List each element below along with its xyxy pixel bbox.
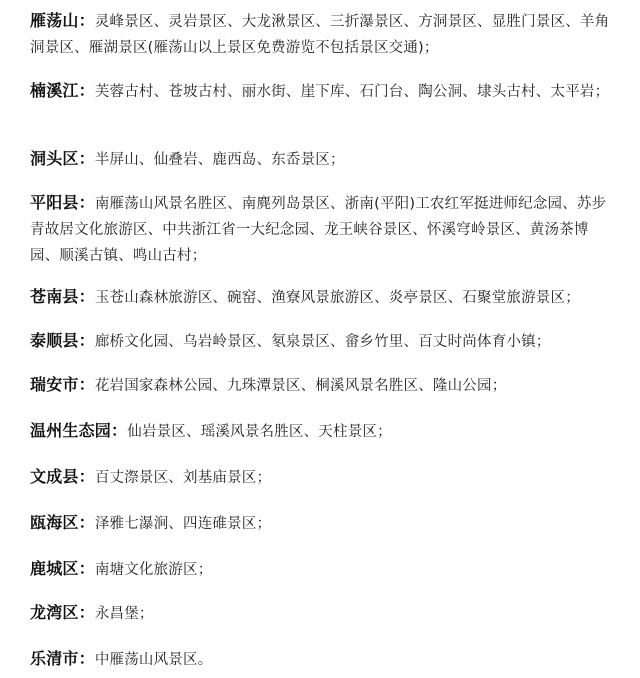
region-places: 廊桥文化园、乌岩岭景区、氡泉景区、畲乡竹里、百丈时尚体育小镇；	[94, 334, 551, 350]
region-places: 百丈漈景区、刘基庙景区；	[94, 470, 272, 486]
region-places: 南塘文化旅游区；	[94, 562, 213, 578]
region-places: 花岩国家森林公园、九珠潭景区、桐溪风景名胜区、隆山公园；	[94, 378, 507, 394]
region-name: 文成县：	[30, 467, 95, 486]
entry-pingyang	[30, 190, 616, 269]
region-places: 玉苍山森林旅游区、碗窑、渔寮风景旅游区、炎亭景区、石聚堂旅游景区；	[94, 290, 580, 306]
region-name: 洞头区：	[30, 149, 95, 168]
region-name: 雁荡山：	[30, 11, 95, 30]
region-name: 平阳县：	[30, 193, 95, 212]
entry-cangnan	[30, 284, 616, 311]
region-name: 瑞安市：	[30, 375, 95, 394]
entry-ruian	[30, 372, 616, 399]
entry-yueqing	[30, 646, 616, 673]
entry-dongtou	[30, 146, 616, 173]
region-places: 灵峰景区、灵岩景区、大龙湫景区、三折瀑景区、方洞景区、显胜门景区、羊角洞景区、雁湖景区(雁荡山以上景区免费游览不包括景区交通)；	[30, 14, 610, 56]
entry-wencheng	[30, 464, 616, 491]
region-places: 仙岩景区、瑶溪风景名胜区、天柱景区；	[127, 424, 392, 440]
region-name: 楠溪江：	[30, 81, 95, 100]
entry-yandangshan	[30, 8, 616, 61]
region-name: 乐清市：	[30, 649, 95, 668]
entry-taishun	[30, 328, 616, 355]
region-name: 鹿城区：	[30, 559, 95, 578]
region-places: 半屏山、仙叠岩、鹿西岛、东岙景区；	[94, 152, 345, 168]
region-places: 泽雅七瀑涧、四连碓景区；	[94, 516, 272, 532]
region-places: 中雁荡山风景区。	[94, 652, 213, 668]
region-name: 泰顺县：	[30, 331, 95, 350]
region-places: 永昌堡；	[94, 606, 154, 622]
region-name: 龙湾区：	[30, 603, 95, 622]
entry-longwan	[30, 600, 616, 627]
entry-nanxijiang	[30, 78, 616, 105]
region-name: 温州生态园：	[30, 421, 128, 440]
region-places: 芙蓉古村、苍坡古村、丽水街、崖下库、石门台、陶公洞、埭头古村、太平岩；	[94, 84, 610, 100]
region-name: 苍南县：	[30, 287, 95, 306]
region-places: 南雁荡山风景名胜区、南麂列岛景区、浙南(平阳)工农红军挺进师纪念园、苏步青故居文化旅游区、中共浙江省一大纪念园、龙王峡谷景区、怀溪穹岭景区、黄汤茶博园、顺溪古镇、鸣山古村；	[30, 196, 607, 264]
entry-ouhai	[30, 510, 616, 537]
entry-wenzhou-eco-park	[30, 418, 616, 445]
region-name: 瓯海区：	[30, 513, 95, 532]
entry-lucheng	[30, 556, 616, 583]
